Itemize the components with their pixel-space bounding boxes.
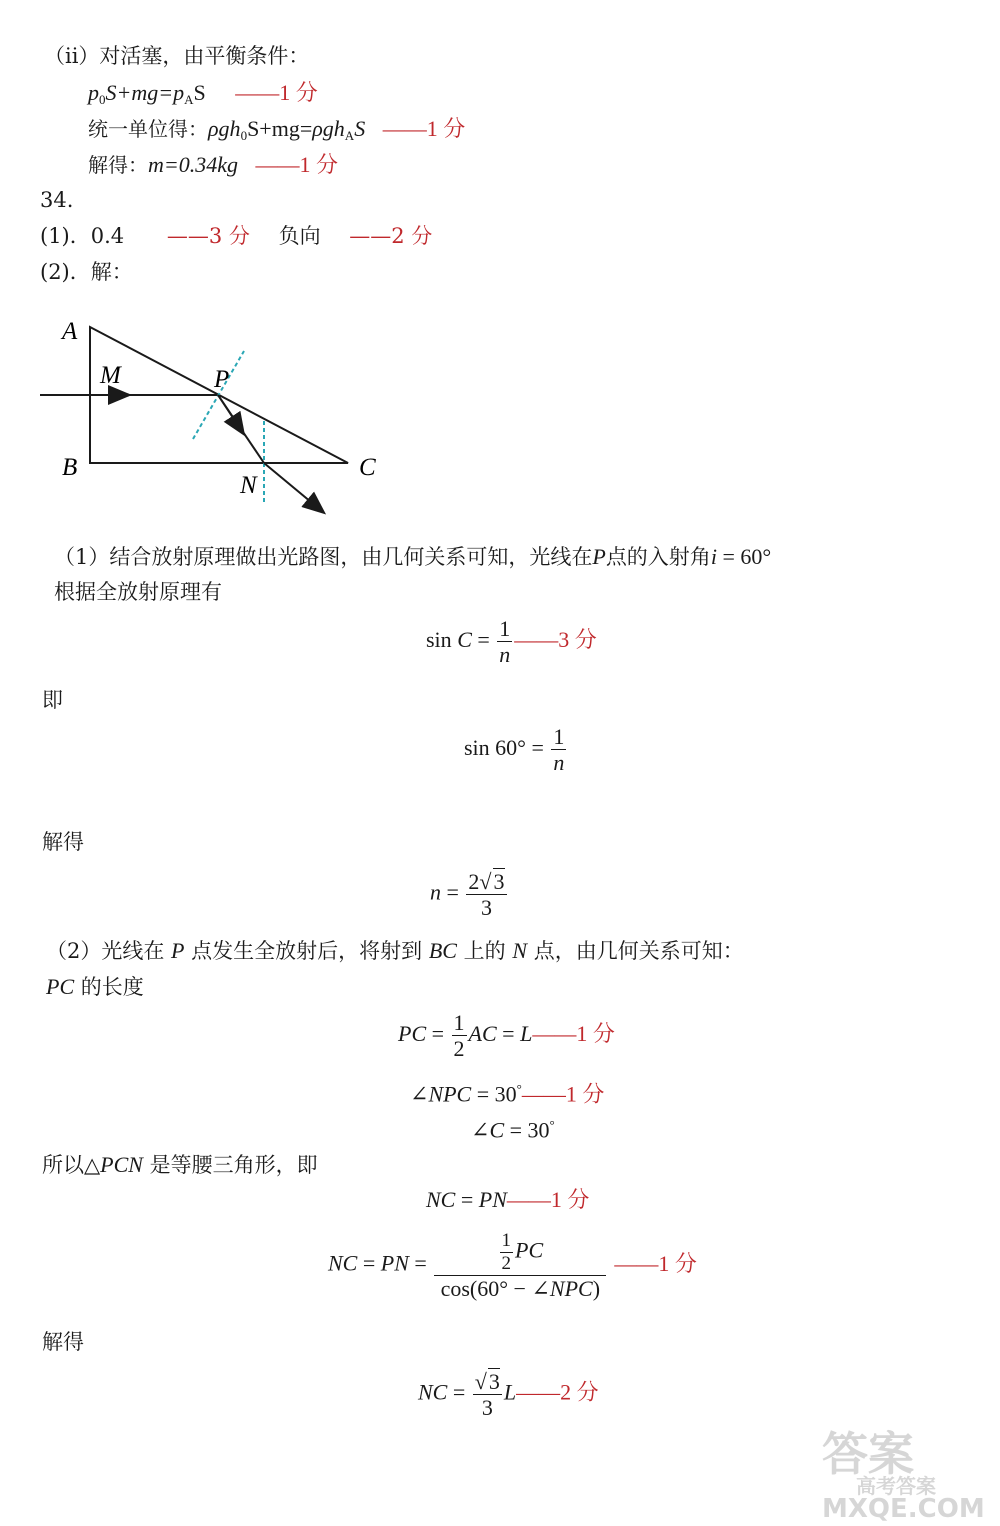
equation-nc-result: NC = $\frac{√3}{3}$ L——2 分 [418, 1369, 599, 1421]
label-n: N [240, 472, 257, 499]
watermark-mid: 高考答案 [856, 1474, 936, 1498]
score-mark: ——1 分 [506, 1187, 590, 1212]
score-mark: ——2 分 [516, 1379, 599, 1405]
label-p: P [214, 366, 230, 393]
ji-text: 即 [42, 688, 63, 712]
score-mark: ——1 分 [382, 116, 466, 141]
jiede-text-1: 解得 [42, 830, 84, 854]
sol2-line3: 所以△PCN 是等腰三角形，即 [42, 1152, 318, 1177]
light-path-diagram [30, 305, 400, 530]
watermark-top: 答案 [822, 1427, 914, 1481]
label-m: M [100, 362, 121, 389]
sol1-line1: （1）结合放射原理做出光路图，由几何关系可知，光线在P点的入射角i = 60° [54, 544, 772, 569]
q34-part2: (2)．解： [40, 260, 133, 284]
score-mark: ——2 分 [349, 224, 433, 248]
equation-nc-cos: NC = PN = $\frac{1}{2}$ PC cos(60° − ∠NPC) ——1 分 [328, 1230, 697, 1301]
sol2-line1: （2）光线在 P 点发生全放射后，将射到 BC 上的 N 点，由几何关系可知： [46, 938, 744, 963]
sol1-line2: 根据全放射原理有 [54, 580, 222, 604]
score-mark: ——1 分 [235, 80, 318, 105]
score-mark: ——1 分 [532, 1020, 615, 1046]
label-a: A [62, 318, 78, 345]
score-mark: ——1 分 [255, 152, 339, 177]
label-c: C [359, 454, 376, 481]
label-b: B [62, 454, 78, 481]
score-mark: ——1 分 [521, 1081, 605, 1107]
part-ii-intro: （ii）对活塞，由平衡条件： [44, 44, 310, 68]
equation-balance: $p_0S+mg=p_AS$ ——1 分 [88, 80, 318, 107]
score-mark: ——1 分 [614, 1250, 697, 1276]
equation-refractive-index: n = $\frac{2√3}{3}$ [430, 869, 505, 921]
jiede-text-2: 解得 [42, 1330, 84, 1354]
watermark-bottom: MXQE.COM [822, 1494, 985, 1524]
equation-unit: 统一单位得：ρgh$_0$S+mg=ρgh$_A$S ——1 分 [88, 116, 466, 143]
equation-pc-length: PC = $\frac{1}{2}$ AC = L——1 分 [398, 1010, 615, 1062]
equation-critical-angle: sin C = $\frac{1}{n}$ ——3 分 [426, 616, 597, 668]
sol2-line2: PC 的长度 [46, 974, 144, 999]
refracted-ray [264, 463, 323, 512]
question-number: 34. [40, 188, 74, 212]
q34-part1: (1)．0.4 ——3 分 负向 ——2 分 [40, 224, 433, 248]
equation-mass: 解得：m=0.34kg ——1 分 [88, 152, 339, 177]
equation-angle-c: ∠C = 30° [471, 1117, 555, 1143]
equation-angle-npc: ∠NPC = 30°——1 分 [410, 1081, 605, 1107]
score-mark: ——3 分 [514, 626, 597, 652]
equation-sin60: sin 60° = $\frac{1}{n}$ [464, 724, 565, 776]
equation-nc-pn: NC = PN——1 分 [426, 1187, 590, 1212]
score-mark: ——3 分 [166, 224, 250, 248]
